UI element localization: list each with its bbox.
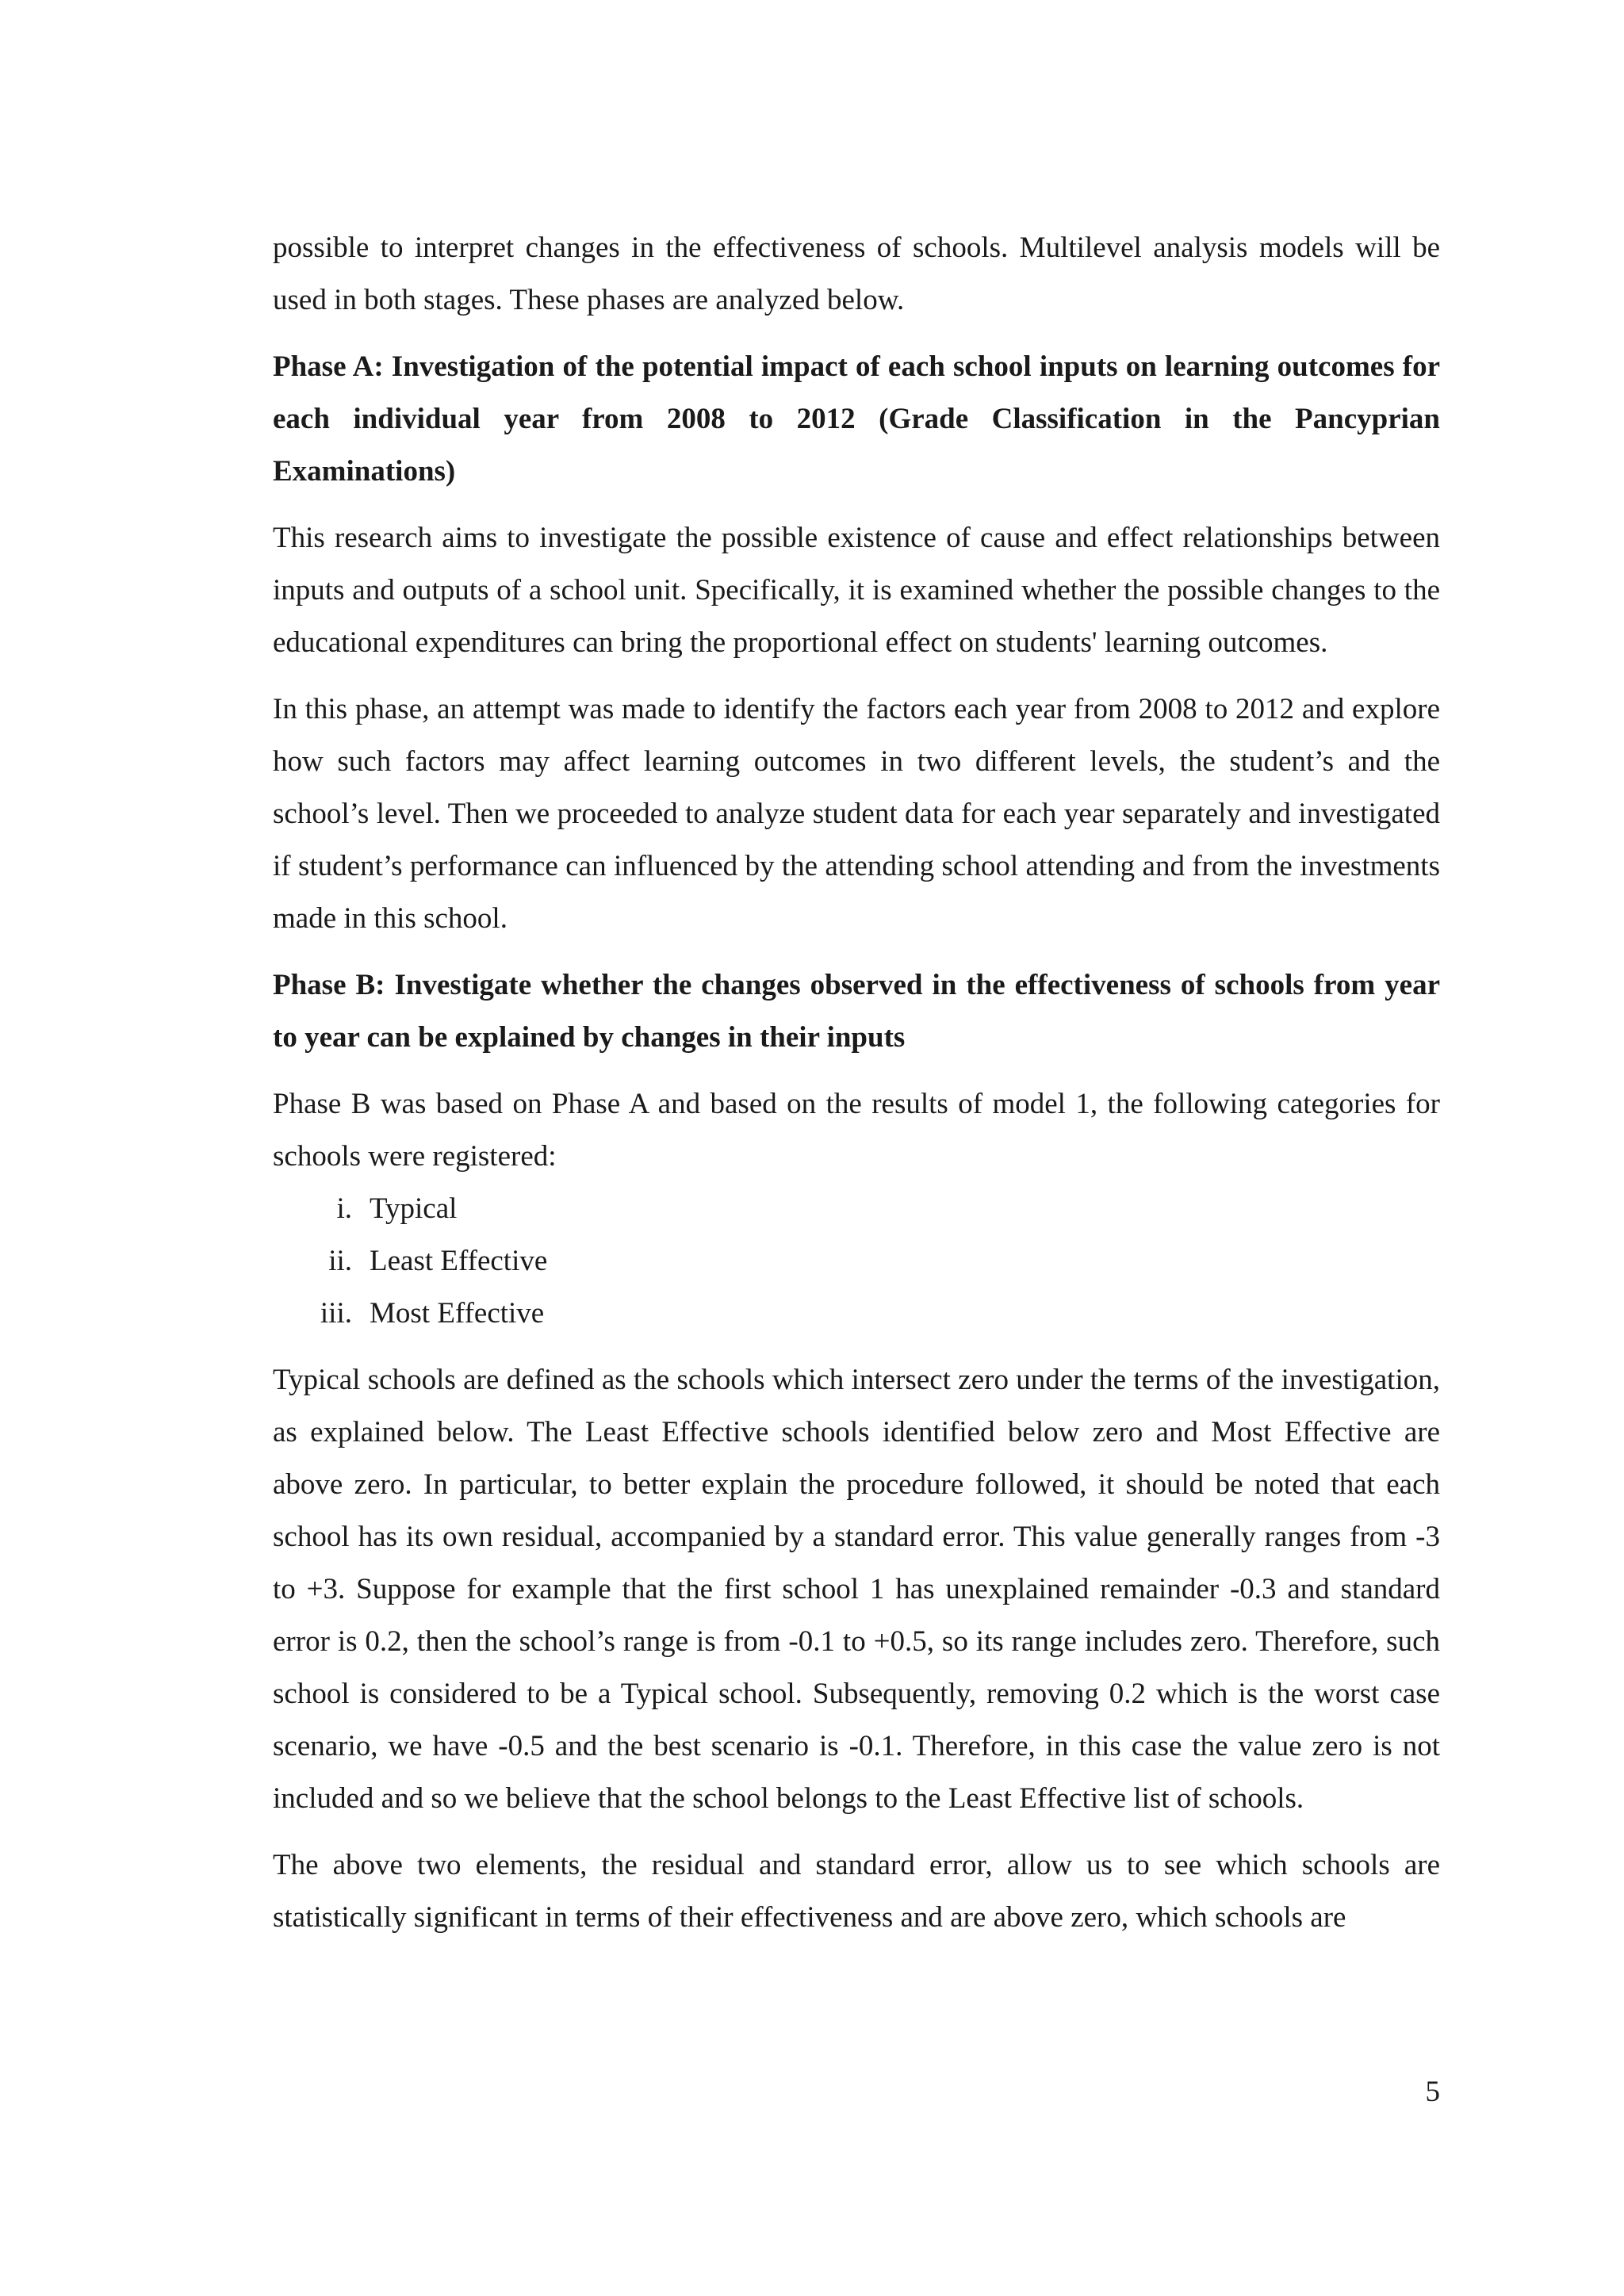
list-item-label: Typical: [370, 1192, 458, 1225]
phase-a-paragraph-1: This research aims to investigate the possible existence of cause and effect relationships between inputs and outputs of a school unit. Specifically, it is examined whether the possible changes to the educational expenditures can bring the proportional effect on students' learning outcomes.: [273, 522, 1440, 659]
phase-b-heading: Phase B: Investigate whether the changes observed in the effectiveness of schools from year to year can be explained by changes in their inputs: [273, 969, 1440, 1054]
school-category-list: [273, 1183, 1440, 1340]
list-item: [273, 1235, 1440, 1288]
page-number: 5: [1425, 2076, 1440, 2108]
phase-a-paragraph-2: In this phase, an attempt was made to identify the factors each year from 2008 to 2012 and explore how such factors may affect learning outcomes in two different levels, the student’s and the school’s level. Then we proceeded to analyze student data for each year separately and investigated if student’s performance can influenced by the attending school attending and from the investments made in this school.: [273, 693, 1440, 935]
list-item-number: iii.: [320, 1297, 352, 1330]
phase-b-paragraph-3: The above two elements, the residual and standard error, allow us to see which schools are statistically significant in terms of their effectiveness and are above zero, which schools are: [273, 1849, 1440, 1934]
list-item: [273, 1288, 1440, 1340]
intro-paragraph: possible to interpret changes in the effectiveness of schools. Multilevel analysis models will be used in both stages. These phases are analyzed below.: [273, 232, 1440, 316]
phase-b-paragraph-2: Typical schools are defined as the schools which intersect zero under the terms of the investigation, as explained below. The Least Effective schools identified below zero and Most Effective are above zero. In particular, to better explain the procedure followed, it should be noted that each school has its own residual, accompanied by a standard error. This value generally ranges from -3 to +3. Suppose for example that the first school 1 has unexplained remainder -0.3 and standard error is 0.2, then the school’s range is from -0.1 to +0.5, so its range includes zero. Therefore, such school is considered to be a Typical school. Subsequently, removing 0.2 which is the worst case scenario, we have -0.5 and the best scenario is -0.1. Therefore, in this case the value zero is not included and so we believe that the school belongs to the Least Effective list of schools.: [273, 1364, 1440, 1815]
phase-b-paragraph-1: Phase B was based on Phase A and based on the results of model 1, the following categories for schools were registered:: [273, 1088, 1440, 1173]
phase-a-heading: Phase A: Investigation of the potential impact of each school inputs on learning outcomes for each individual year from 2008 to 2012 (Grade Classification in the Pancyprian Examinations): [273, 350, 1440, 488]
list-item-label: Most Effective: [370, 1297, 545, 1330]
list-item-label: Least Effective: [370, 1245, 548, 1277]
document-page: [273, 222, 1440, 1958]
list-item-number: ii.: [328, 1245, 352, 1277]
list-item: [273, 1183, 1440, 1235]
list-item-number: i.: [336, 1192, 352, 1225]
